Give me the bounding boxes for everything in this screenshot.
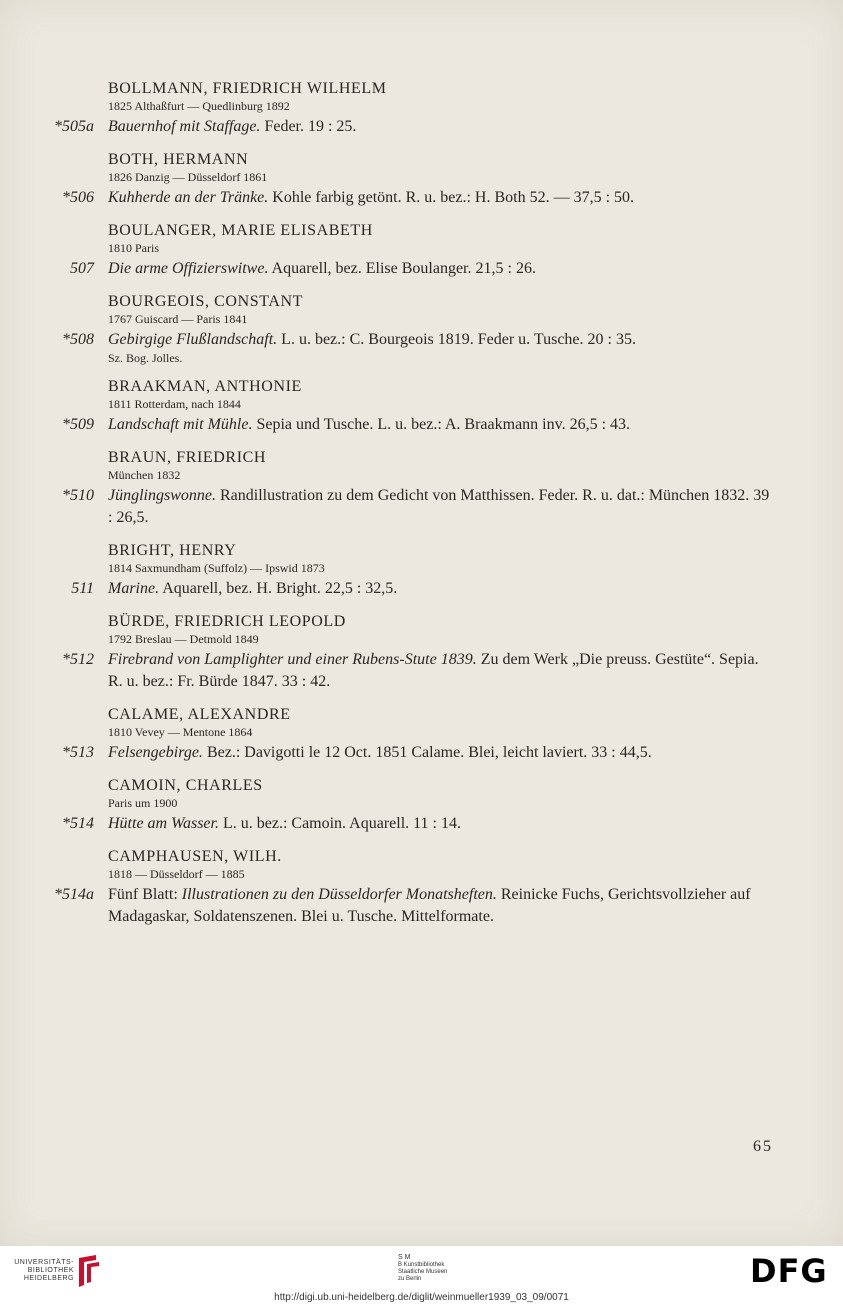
digitization-footer	[0, 1246, 843, 1306]
lot-entry	[0, 258, 776, 280]
smb-mark: S M	[398, 1254, 411, 1261]
artist-name: BOLLMANN, FRIEDRICH WILHELM	[108, 80, 387, 97]
artist-name: BOULANGER, MARIE ELISABETH	[108, 222, 373, 239]
lot-number: 507	[70, 260, 94, 277]
lot-description: Randillustration zu dem Gedicht von Matthissen. Feder. R. u. dat.: München 1832. 39 : 26,5.	[108, 487, 770, 526]
lot-number: *510	[62, 487, 94, 504]
artist-entry	[0, 542, 843, 600]
artist-name: BRAAKMAN, ANTHONIE	[108, 378, 302, 395]
lot-number: *513	[62, 744, 94, 761]
lot-entry	[0, 578, 776, 600]
university-line: BIBLIOTHEK	[27, 1267, 74, 1274]
lot-description: Feder. 19 : 25.	[260, 118, 357, 135]
lot-entry	[0, 813, 776, 835]
lot-description: L. u. bez.: C. Bourgeois 1819. Feder u. Tusche. 20 : 35.	[277, 331, 636, 348]
lot-entry	[0, 884, 776, 928]
artist-name: BRIGHT, HENRY	[108, 542, 237, 559]
lot-title: Bauernhof mit Staffage.	[108, 118, 261, 135]
artist-name: CAMOIN, CHARLES	[108, 777, 263, 794]
lot-description: Aquarell, bez. H. Bright. 22,5 : 32,5.	[159, 580, 398, 597]
lot-entry	[0, 116, 776, 138]
lot-description: Zu dem Werk „Die preuss. Gestüte“. Sepia. R. u. bez.: Fr. Bürde 1847. 33 : 42.	[108, 651, 759, 690]
artist-name: BÜRDE, FRIEDRICH LEOPOLD	[108, 613, 346, 630]
artist-entry	[0, 378, 843, 436]
artist-dates: 1810 Vevey — Mentone 1864	[108, 725, 253, 739]
lot-entry	[0, 414, 776, 436]
lot-title: Jünglingswonne.	[108, 487, 216, 504]
lot-title: Kuhherde an der Tränke.	[108, 189, 269, 206]
permalink-url[interactable]: http://digi.ub.uni-heidelberg.de/diglit/weinmueller1939_03_09/0071	[274, 1292, 569, 1303]
lot-description: Aquarell, bez. Elise Boulanger. 21,5 : 26.	[268, 260, 536, 277]
lot-number: *514	[62, 815, 94, 832]
artist-dates: 1818 — Düsseldorf — 1885	[108, 867, 245, 881]
dfg-logo[interactable]: DFG	[750, 1252, 828, 1290]
artist-name: BOTH, HERMANN	[108, 151, 249, 168]
entry-list	[0, 80, 843, 928]
lot-description: L. u. bez.: Camoin. Aquarell. 11 : 14.	[218, 815, 461, 832]
lot-prefix: Fünf Blatt:	[108, 886, 182, 903]
university-line: HEIDELBERG	[23, 1275, 74, 1282]
provenance-note: Sz. Bog. Jolles.	[108, 351, 183, 365]
artist-entry	[0, 222, 843, 280]
artist-dates: 1810 Paris	[108, 241, 159, 255]
lot-title: Landschaft mit Mühle.	[108, 416, 253, 433]
smb-line: zu Berlin	[398, 1276, 422, 1282]
artist-entry	[0, 848, 843, 928]
lot-title: Gebirgige Flußlandschaft.	[108, 331, 278, 348]
lot-number: *508	[62, 331, 94, 348]
lot-description: Kohle farbig getönt. R. u. bez.: H. Both 52. — 37,5 : 50.	[268, 189, 635, 206]
smb-line: Staatliche Museen	[398, 1269, 448, 1275]
lot-title: Hütte am Wasser.	[108, 815, 219, 832]
lot-description: Reinicke Fuchs, Gerichtsvollzieher auf Madagaskar, Soldatenszenen. Blei u. Tusche. Mittelformate.	[108, 886, 751, 925]
artist-name: CAMPHAUSEN, WILH.	[108, 848, 282, 865]
lot-title: Firebrand von Lamplighter und einer Rubens-Stute 1839.	[108, 651, 477, 668]
lot-entry	[0, 649, 776, 693]
artist-name: BOURGEOIS, CONSTANT	[108, 293, 304, 310]
artist-dates: 1826 Danzig — Düsseldorf 1861	[108, 170, 268, 184]
artist-entry	[0, 151, 843, 209]
lot-number: *514a	[54, 886, 94, 903]
lot-title: Felsengebirge.	[108, 744, 203, 761]
page-number: 65	[753, 1138, 773, 1155]
smb-line: B Kunstbibliothek	[398, 1262, 445, 1268]
lot-number: *512	[62, 651, 94, 668]
lot-description: Bez.: Davigotti le 12 Oct. 1851 Calame. Blei, leicht laviert. 33 : 44,5.	[202, 744, 652, 761]
university-library-text[interactable]	[12, 1259, 74, 1283]
lot-number: *505a	[54, 118, 94, 135]
artist-dates: 1825 Althaßfurt — Quedlinburg 1892	[108, 99, 290, 113]
smb-kunstbibliothek-logo[interactable]	[398, 1254, 447, 1283]
university-logo-icon[interactable]	[76, 1254, 102, 1293]
artist-entry	[0, 80, 843, 138]
artist-entry	[0, 293, 843, 365]
artist-entry	[0, 706, 843, 764]
artist-dates: Paris um 1900	[108, 796, 178, 810]
artist-dates: 1767 Guiscard — Paris 1841	[108, 312, 248, 326]
university-line: UNIVERSITÄTS-	[14, 1259, 74, 1266]
lot-entry	[0, 742, 776, 764]
lot-number: *506	[62, 189, 94, 206]
lot-number: *509	[62, 416, 94, 433]
artist-dates: München 1832	[108, 468, 181, 482]
artist-entry	[0, 777, 843, 835]
artist-name: CALAME, ALEXANDRE	[108, 706, 291, 723]
lot-title: Illustrationen zu den Düsseldorfer Monatsheften.	[181, 886, 497, 903]
lot-title: Die arme Offizierswitwe.	[108, 260, 269, 277]
lot-description: Sepia und Tusche. L. u. bez.: A. Braakmann inv. 26,5 : 43.	[252, 416, 631, 433]
artist-dates: 1792 Breslau — Detmold 1849	[108, 632, 259, 646]
lot-entry	[0, 187, 776, 209]
artist-entry	[0, 449, 843, 529]
lot-entry	[0, 329, 776, 365]
artist-dates: 1811 Rotterdam, nach 1844	[108, 397, 241, 411]
lot-entry	[0, 485, 776, 529]
artist-entry	[0, 613, 843, 693]
artist-name: BRAUN, FRIEDRICH	[108, 449, 267, 466]
lot-number: 511	[71, 580, 94, 597]
artist-dates: 1814 Saxmundham (Suffolz) — Ipswid 1873	[108, 561, 325, 575]
lot-title: Marine.	[108, 580, 160, 597]
